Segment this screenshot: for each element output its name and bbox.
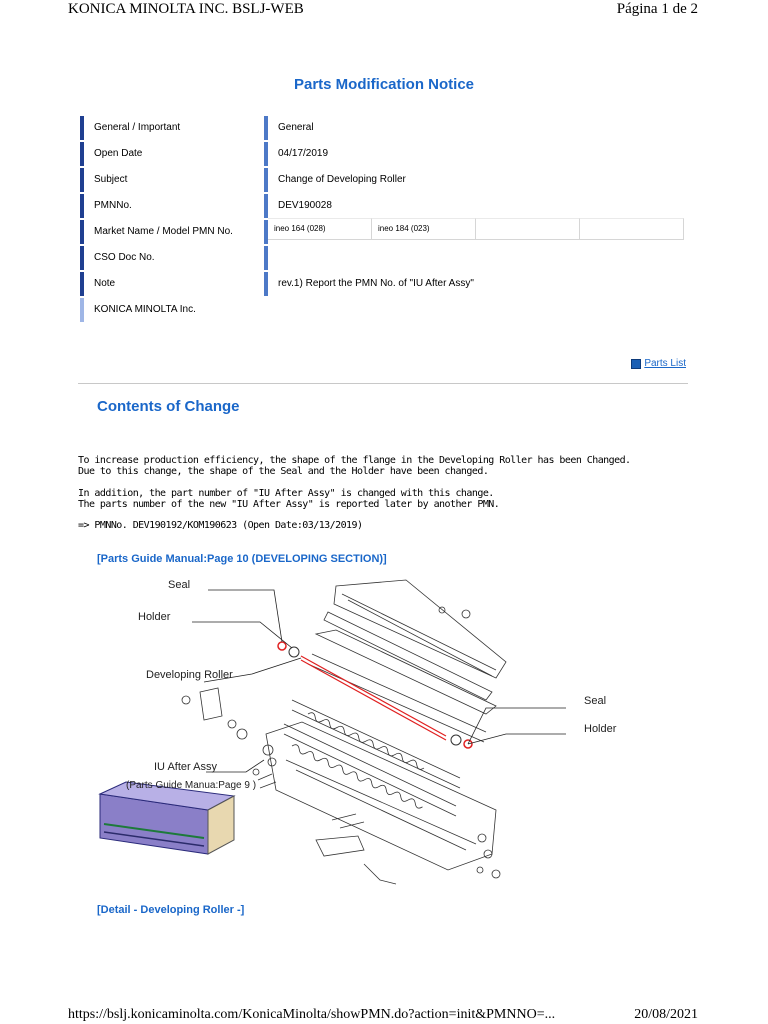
label-seal-right: Seal: [584, 695, 607, 707]
general-label: General / Important: [80, 116, 274, 140]
print-date: 20/08/2021: [634, 1007, 698, 1022]
label-iu-page: (Parts Guide Manua:Page 9 ): [126, 780, 257, 791]
row-cso-doc: [80, 246, 688, 272]
model-cell: [580, 218, 684, 240]
model-cell: ineo 164 (028): [268, 218, 372, 240]
page-number: Página 1 de 2: [616, 1, 698, 17]
subject-label: Subject: [80, 168, 274, 192]
cso-doc-value: [264, 246, 698, 270]
notice-info-table: [80, 116, 688, 324]
market-name-label: Market Name / Model PMN No.: [80, 220, 274, 244]
parts-guide-heading: [Parts Guide Manual:Page 10 (DEVELOPING SECTION)]: [97, 553, 387, 565]
note-label: Note: [80, 272, 274, 296]
page-footer: [0, 1007, 768, 1024]
row-general: [80, 116, 688, 142]
page-header-title: KONICA MINOLTA INC. BSLJ-WEB: [68, 1, 304, 17]
body-line: In addition, the part number of "IU After Assy" is changed with this change.: [78, 488, 494, 499]
divider: [78, 383, 688, 384]
label-iu-after-assy: IU After Assy: [154, 761, 217, 773]
iu-after-assy-image: [100, 782, 234, 854]
parts-list-link[interactable]: [631, 358, 686, 369]
label-holder-right: Holder: [584, 723, 617, 735]
body-line: => PMNNo. DEV190192/KOM190623 (Open Date:03/13/2019): [78, 520, 363, 531]
row-market-name: [80, 220, 688, 246]
developing-section-diagram: [96, 574, 696, 894]
model-list: [268, 218, 688, 244]
row-note: [80, 272, 688, 298]
detail-heading: [Detail - Developing Roller -]: [97, 904, 245, 916]
page-header: [0, 0, 768, 22]
row-pmn: [80, 194, 688, 220]
general-value: General: [264, 116, 698, 140]
open-date-label: Open Date: [80, 142, 274, 166]
label-seal-left: Seal: [168, 579, 191, 591]
parts-list-label[interactable]: Parts List: [644, 358, 686, 369]
cso-doc-label: CSO Doc No.: [80, 246, 274, 270]
company-label: KONICA MINOLTA Inc.: [80, 298, 274, 322]
pmn-label: PMNNo.: [80, 194, 274, 218]
market-name-value: [264, 220, 688, 244]
page-url: https://bslj.konicaminolta.com/KonicaMinolta/showPMN.do?action=init&PMNNO=...: [68, 1007, 556, 1022]
note-value: rev.1) Report the PMN No. of "IU After Assy": [264, 272, 698, 296]
row-open-date: [80, 142, 688, 168]
model-cell: [476, 218, 580, 240]
page-title: Parts Modification Notice: [293, 76, 475, 93]
label-developing-roller: Developing Roller: [146, 669, 233, 681]
open-date-value: 04/17/2019: [264, 142, 698, 166]
pmn-value: DEV190028: [264, 194, 698, 218]
contents-heading: Contents of Change: [97, 398, 240, 415]
row-subject: [80, 168, 688, 194]
body-line: Due to this change, the shape of the Seal and the Holder have been changed.: [78, 466, 489, 477]
body-line: The parts number of the new "IU After Assy" is reported later by another PMN.: [78, 499, 500, 510]
label-holder-left: Holder: [138, 611, 171, 623]
subject-value: Change of Developing Roller: [264, 168, 698, 192]
body-line: To increase production efficiency, the shape of the flange in the Developing Roller has been Changed.: [78, 455, 631, 466]
row-company: [80, 298, 688, 324]
model-cell: ineo 184 (023): [372, 218, 476, 240]
book-icon: [631, 359, 641, 369]
